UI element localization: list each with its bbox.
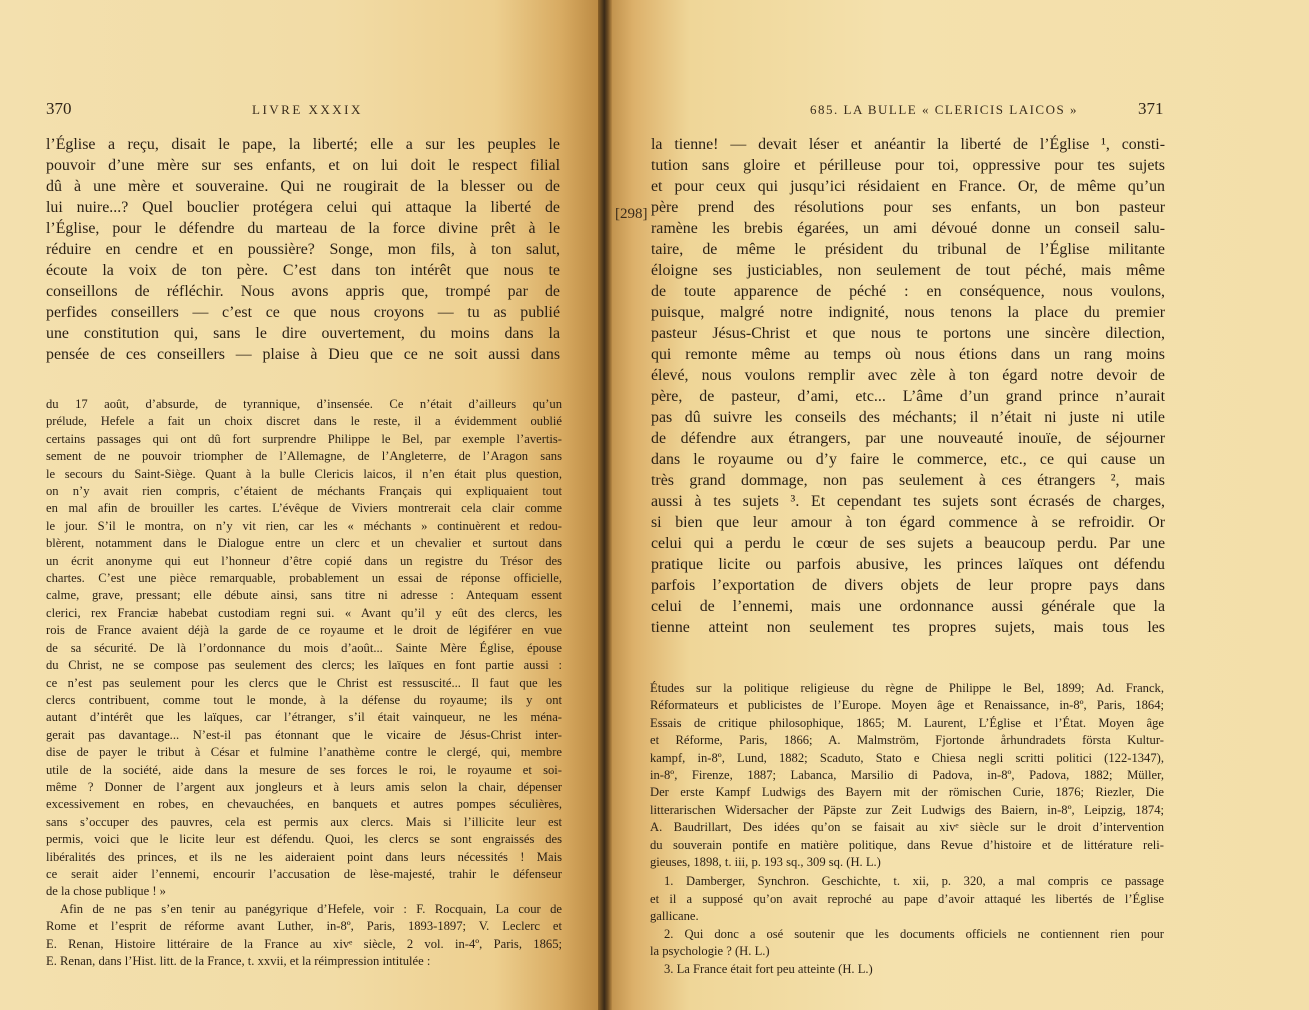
text-line: le secours du Saint-Siège. Quant à la bulle Clericis laicos, il n’en était plus question, bbox=[46, 466, 562, 481]
text-line: dans le royaume ou d’y faire le commerce, etc., ce qui cause un bbox=[651, 451, 1165, 468]
text-line: l’Église a reçu, disait le pape, la liberté; elle a sur les peuples le bbox=[46, 136, 560, 153]
text-line: conseillons de réfléchir. Nous avons appris que, trompé par de bbox=[46, 283, 560, 300]
page-number-right: 371 bbox=[1138, 99, 1164, 118]
text-line: celui de l’ennemi, mais une ordonnance aussi générale que la bbox=[651, 598, 1165, 615]
right-footnotes bbox=[650, 680, 1164, 978]
text-line: dû à une mère et souveraine. Qui ne rougirait de la blesser ou de bbox=[46, 178, 560, 195]
text-line: gieuses, 1898, t. iii, p. 193 sq., 309 sq. (H. L.) bbox=[650, 855, 881, 870]
text-line: sans s’occuper des pauvres, cela est permis aux clercs. Mais si l’illicite leur est bbox=[46, 814, 562, 829]
text-line: 2. Qui donc a osé soutenir que les documents officiels ne contiennent rien pour bbox=[664, 926, 1164, 941]
text-line: très grand dommage, non pas seulement à ces étrangers ², mais bbox=[651, 472, 1165, 489]
text-line: Der erste Kampf Ludwigs des Bayern mit der römischen Curie, 1876; Riezler, Die bbox=[650, 785, 1164, 800]
text-line: certains passages qui ont dû fort surprendre Philippe le Bel, par exemple l’avertis- bbox=[46, 431, 562, 446]
text-line: la psychologie ? (H. L.) bbox=[650, 944, 770, 959]
text-line: gallicane. bbox=[650, 909, 699, 924]
text-line: pouvoir d’une mère sur ses enfants, et on lui doit le respect filial bbox=[46, 157, 560, 174]
text-line: Réformateurs et publicistes de l’Europe. Moyen âge et Renaissance, in-8º, Paris, 1864; bbox=[650, 698, 1164, 713]
text-line: Rome et l’esprit de réforme avant Luther, in-8º, Paris, 1893-1897; V. Leclerc et bbox=[46, 919, 562, 934]
running-head-right: 685. LA BULLE « CLERICIS LAICOS » bbox=[810, 102, 1078, 117]
text-line: utile de la société, aide dans la mesure de ses forces le roi, le royaume et soi- bbox=[46, 762, 562, 777]
text-line: et pour ceux qui jusqu’ici résidaient en France. Or, de même qu’un bbox=[651, 178, 1165, 195]
text-line: autant d’intérêt que les laïques, car l’étranger, s’il était vainqueur, ne les ména- bbox=[46, 710, 562, 725]
text-line: ce serait aider l’ennemi, encourir l’accusation de lèse-majesté, trahir le défenseur bbox=[46, 866, 562, 881]
text-line: kampf, in-8º, Lund, 1882; Scaduto, Stato e Chiesa negli scritti politici (122-1347), bbox=[650, 750, 1164, 765]
margin-reference: [298] bbox=[615, 206, 648, 222]
text-line: tution sans gloire et périlleuse pour toi, oppressive pour tes sujets bbox=[651, 157, 1165, 174]
text-line: blèrent, notamment dans le Dialogue entre un clerc et un chevalier et surtout dans bbox=[46, 536, 562, 551]
text-line: une constitution qui, sans le dire ouvertement, du moins dans la bbox=[46, 325, 560, 342]
text-line: la tienne! — devait léser et anéantir la liberté de l’Église ¹, consti- bbox=[651, 136, 1165, 153]
right-body-text bbox=[651, 134, 1165, 638]
text-line: un écrit anonyme qui eut l’honneur d’être copié dans un registre du Trésor des bbox=[46, 553, 562, 568]
text-line: chartes. C’est une pièce remarquable, probablement un essai de réponse officielle, bbox=[46, 571, 562, 586]
text-line: 3. La France était fort peu atteinte (H. L.) bbox=[664, 961, 873, 976]
text-line: sement de ne pouvoir triompher de l’Allemagne, de l’Angleterre, de l’Aragon sans bbox=[46, 449, 562, 464]
text-line: pratique licite ou parfois abusive, les princes laïques ont défendu bbox=[651, 556, 1165, 573]
text-line: de la chose publique ! » bbox=[46, 884, 166, 899]
text-line: ce n’est pas seulement pour les clercs que le Christ est ressuscité... Il faut que les bbox=[46, 675, 562, 690]
text-line: Essais de critique philosophique, 1865; M. Laurent, L’Église et l’État. Moyen âge bbox=[650, 715, 1164, 730]
text-line: celui qui a perdu le cœur de ses sujets a beaucoup perdu. Par une bbox=[651, 535, 1165, 552]
text-line: du Christ, ne se compose pas seulement des clercs; les laïques en font partie aussi : bbox=[46, 658, 562, 673]
text-line: Études sur la politique religieuse du règne de Philippe le Bel, 1899; Ad. Franck, bbox=[650, 681, 1164, 695]
text-line: rois de France avaient déjà la garde de ce royaume et le droit de légiférer en vue bbox=[46, 623, 562, 638]
text-line: E. Renan, dans l’Hist. litt. de la France, t. xxvii, et la réimpression intitulée : bbox=[46, 954, 431, 968]
text-line: puisque, malgré notre indignité, nous tenons la place du premier bbox=[651, 304, 1165, 321]
text-line: en mal afin de brouiller les cartes. L’évêque de Viviers montrerait cela clair comme bbox=[46, 501, 562, 516]
text-line: Afin de ne pas s’en tenir au panégyrique d’Hefele, voir : F. Rocquain, La cour de bbox=[60, 901, 562, 916]
text-line: si bien que leur amour à ton égard commence à se refroidir. Or bbox=[651, 514, 1165, 531]
text-line: de défendre aux étrangers, par une nouveauté inouïe, de séjourner bbox=[651, 430, 1165, 447]
text-line: l’Église, pour le défendre du marteau de la force divine prêt à le bbox=[46, 220, 560, 237]
text-line: pas dû suivre les conseils des méchants; il n’était ni juste ni utile bbox=[651, 409, 1165, 426]
text-line: élevé, nous voulons remplir avec zèle à ton égard notre devoir de bbox=[651, 367, 1165, 384]
text-line: taire, de même le président du tribunal de l’Église militante bbox=[651, 241, 1165, 258]
text-line: du souverain pontife en matière politique, dans Revue d’histoire et de littérature reli- bbox=[650, 837, 1164, 852]
text-line: père, de pasteur, d’ami, etc... L’âme d’un grand prince n’aurait bbox=[651, 388, 1165, 405]
text-line: on n’y avait rien compris, c’étaient de méchants Français qui expliquaient tout bbox=[46, 484, 562, 499]
text-line: perfides conseillers — c’est ce que nous croyons — tu as publié bbox=[46, 304, 560, 321]
running-head-left: LIVRE XXXIX bbox=[252, 102, 363, 117]
text-line: tienne atteint non seulement tes propres sujets, mais tous les bbox=[651, 619, 1165, 636]
text-line: excessivement en robes, en chevauchées, en banquets et autres pompes séculières, bbox=[46, 797, 562, 812]
text-line: de toute apparence de péché : en conséquence, nous voulons, bbox=[651, 283, 1165, 300]
text-line: éloigne ses justiciables, non seulement de tout péché, mais même bbox=[651, 262, 1165, 279]
text-line: calme, grave, pressant; elle débute ainsi, sans titre ni adresse : Antequam essent bbox=[46, 588, 562, 603]
page-number-left: 370 bbox=[46, 99, 72, 118]
text-line: clercs contribuent, comme tout le monde, à la défense du royaume; ils y ont bbox=[46, 692, 562, 707]
text-line: et Réforme, Paris, 1866; A. Malmström, Fjortonde århundradets första Kultur- bbox=[650, 733, 1164, 748]
text-line: aussi à tes sujets ³. Et cependant tes sujets sont écrasés de charges, bbox=[651, 493, 1165, 510]
text-line: A. Baudrillart, Des idées qu’on se faisait au xivᵉ siècle sur le droit d’intervention bbox=[650, 820, 1164, 835]
text-line: réduire en cendre et en poussière? Songe, mon fils, à ton salut, bbox=[46, 241, 560, 258]
text-line: parfois l’exportation de divers objets de leur propre pays dans bbox=[651, 577, 1165, 594]
text-line: in-8º, Firenze, 1887; Labanca, Marsilio di Padova, in-8º, Padova, 1882; Müller, bbox=[650, 768, 1164, 783]
text-line: ramène les brebis égarées, un ami dévoué donne un conseil salu- bbox=[651, 220, 1165, 237]
text-line: qui remonte même au temps où nous étions dans un rang moins bbox=[651, 346, 1165, 363]
text-line: litterarischen Widersacher der Päpste zur Zeit Ludwigs des Baiern, in-8º, Leipzig, 1874; bbox=[650, 802, 1164, 817]
text-line: E. Renan, Histoire littéraire de la France au xivᵉ siècle, 2 vol. in-4º, Paris, 1865; bbox=[46, 936, 562, 951]
text-line: clerici, rex Franciæ habebat custodiam regni sui. « Avant qu’il y eût des clercs, les bbox=[46, 605, 562, 620]
left-body-text bbox=[46, 134, 560, 365]
text-line: père prend des résolutions pour ses enfants, un bon pasteur bbox=[651, 199, 1165, 216]
text-line: de sa sécurité. De là l’ordonnance du mois d’août... Sainte Mère Église, épouse bbox=[46, 640, 562, 655]
text-line: écoute la voix de ton père. C’est dans ton intérêt que nous te bbox=[46, 262, 560, 279]
text-line: permis, voici que le licite leur est défendu. Quoi, les clercs se sont engraissés des bbox=[46, 832, 562, 847]
text-line: libéralités des princes, et ils ne les aideraient point dans leurs nécessités ! Mais bbox=[46, 849, 562, 864]
text-line: 1. Damberger, Synchron. Geschichte, t. xii, p. 320, a mal compris ce passage bbox=[664, 874, 1164, 889]
book-gutter bbox=[598, 0, 612, 1010]
text-line: même ? Donner de l’argent aux jongleurs et à leurs amis selon la chair, dépenser bbox=[46, 779, 562, 794]
text-line: le jour. S’il le montra, on n’y vit rien, car les « méchants » continuèrent et redou- bbox=[46, 518, 562, 533]
text-line: et il a supposé qu’on avait reproché au pape d’avoir attaqué les libertés de l’Église bbox=[650, 891, 1164, 906]
text-line: du 17 août, d’absurde, de tyrannique, d’insensée. Ce n’était d’ailleurs qu’un bbox=[46, 397, 562, 411]
text-line: lui nuire...? Quel bouclier protégera celui qui attaque la liberté de bbox=[46, 199, 560, 216]
text-line: dise de payer le tribut à César et fulmine l’anathème contre le clergé, qui, membre bbox=[46, 745, 562, 760]
text-line: pasteur Jésus-Christ et que nous te portons une sincère dilection, bbox=[651, 325, 1165, 342]
left-footnotes bbox=[46, 396, 562, 970]
text-line: prélude, Hefele a fait un choix discret dans le reste, il a évidemment oublié bbox=[46, 414, 562, 429]
text-line: gerait pas davantage... N’est-il pas étonnant que le vicaire de Jésus-Christ inter- bbox=[46, 727, 562, 742]
text-line: pensée de ces conseillers — plaise à Dieu que ce ne soit aussi dans bbox=[46, 346, 560, 363]
